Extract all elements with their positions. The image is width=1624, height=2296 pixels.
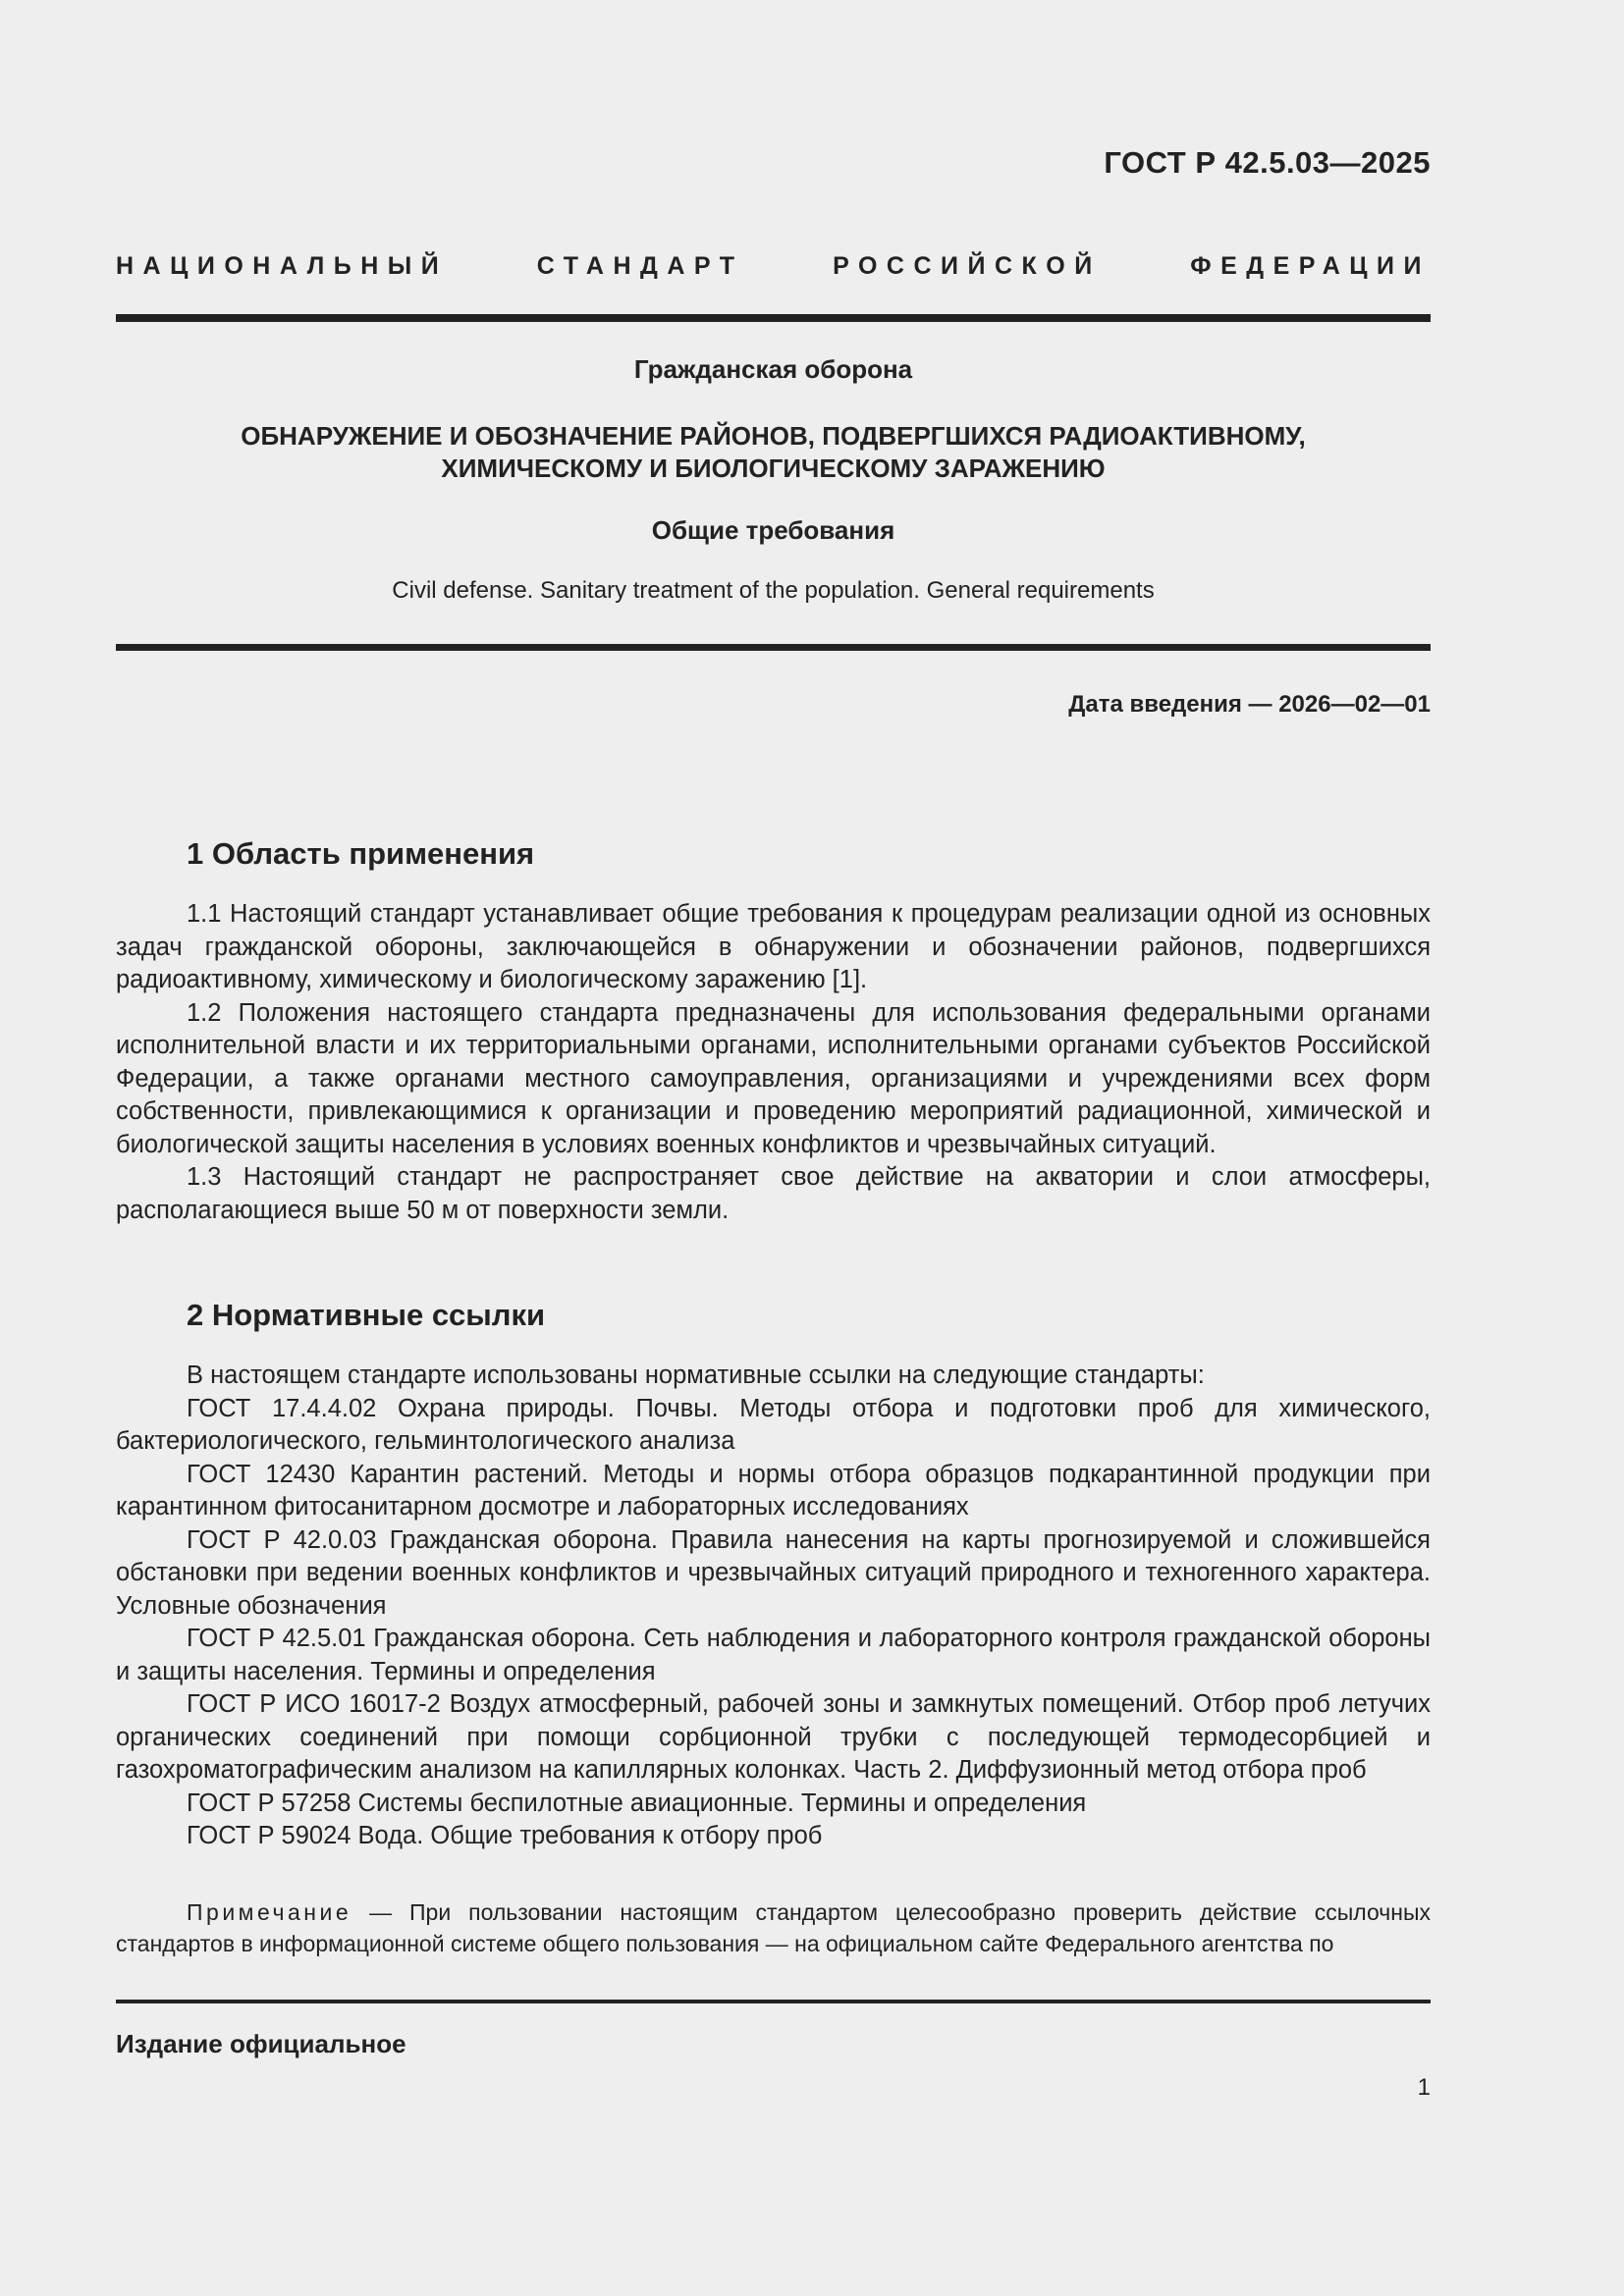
- paragraph-1-1: 1.1 Настоящий стандарт устанавливает общие требования к процедурам реализации одной из основных задач гражданской обороны, заключающейся в обнаружении и обозначении районов, подвергшихся радиоактивному, химическому и биологическому заражению [1].: [116, 900, 1431, 993]
- footer-rule: [116, 2000, 1431, 2003]
- title-rule: [116, 644, 1431, 651]
- references-note: [116, 1896, 1431, 1959]
- reference-item: ГОСТ Р 59024 Вода. Общие требования к отбору проб: [187, 1822, 823, 1849]
- document-number: ГОСТ Р 42.5.03—2025: [1104, 145, 1431, 180]
- section-1-body: [116, 898, 1431, 1227]
- document-subject: Гражданская оборона: [633, 354, 913, 384]
- title-line-2: ХИМИЧЕСКОМУ И БИОЛОГИЧЕСКОМУ ЗАРАЖЕНИЮ: [441, 454, 1106, 483]
- note-text: — При пользовании настоящим стандартом целесообразно проверить действие ссылочных стандартов в информационной системе общего пользования — на официальном сайте Федерального агентства по: [116, 1899, 1431, 1956]
- note-label: Примечание: [187, 1899, 352, 1925]
- introduction-date: Дата введения — 2026—02—01: [1068, 691, 1431, 718]
- page-number: 1: [1417, 2074, 1431, 2101]
- reference-item: ГОСТ Р 42.0.03 Гражданская оборона. Правила нанесения на карты прогнозируемой и сложившейся обстановки при ведении военных конфликтов и чрезвычайных ситуаций природного и техногенного характера. Условные обозначения: [116, 1525, 1431, 1620]
- references-intro: В настоящем стандарте использованы нормативные ссылки на следующие стандарты:: [187, 1362, 1205, 1389]
- reference-item: ГОСТ 17.4.4.02 Охрана природы. Почвы. Методы отбора и подготовки проб для химического, бактериологического, гельминтологического анализа: [116, 1394, 1431, 1455]
- title-line-1: ОБНАРУЖЕНИЕ И ОБОЗНАЧЕНИЕ РАЙОНОВ, ПОДВЕРГШИХСЯ РАДИОАКТИВНОМУ,: [241, 421, 1306, 451]
- header-rule: [116, 314, 1431, 322]
- document-subtitle: Общие требования: [651, 515, 895, 545]
- english-title: Civil defense. Sanitary treatment of the population. General requirements: [392, 577, 1155, 604]
- section-1-heading: 1 Область применения: [187, 836, 535, 871]
- paragraph-1-2: 1.2 Положения настоящего стандарта предназначены для использования федеральными органами исполнительной власти и их территориальными органами, исполнительными органами субъектов Российской Федерации, а также органами местного самоуправления, организациями и учреждениями всех форм собственности, привлекающимися к организации и проведению мероприятий радиационной, химической и биологической защиты населения в условиях военных конфликтов и чрезвычайных ситуаций.: [116, 998, 1431, 1158]
- section-2-heading: 2 Нормативные ссылки: [187, 1298, 546, 1332]
- reference-item: ГОСТ Р 57258 Системы беспилотные авиационные. Термины и определения: [187, 1789, 1087, 1817]
- section-2-body: [116, 1360, 1431, 1853]
- document-page: [116, 0, 1431, 2296]
- reference-item: ГОСТ 12430 Карантин растений. Методы и нормы отбора образцов подкарантинной продукции при карантинном фитосанитарном досмотре и лабораторных исследованиях: [116, 1460, 1431, 1521]
- edition-label: Издание официальное: [116, 2029, 406, 2058]
- document-title: [116, 420, 1431, 485]
- reference-item: ГОСТ Р 42.5.01 Гражданская оборона. Сеть наблюдения и лабораторного контроля гражданской обороны и защиты населения. Термины и определения: [116, 1625, 1431, 1685]
- standard-header: НАЦИОНАЛЬНЫЙ СТАНДАРТ РОССИЙСКОЙ ФЕДЕРАЦИИ: [116, 252, 1431, 280]
- paragraph-1-3: 1.3 Настоящий стандарт не распространяет свое действие на акватории и слои атмосферы, располагающиеся выше 50 м от поверхности земли.: [116, 1163, 1431, 1224]
- reference-item: ГОСТ Р ИСО 16017-2 Воздух атмосферный, рабочей зоны и замкнутых помещений. Отбор проб летучих органических соединений при помощи сорбционной трубки с последующей термодесорбцией и газохроматографическим анализом на капиллярных колонках. Часть 2. Диффузионный метод отбора проб: [116, 1690, 1431, 1784]
